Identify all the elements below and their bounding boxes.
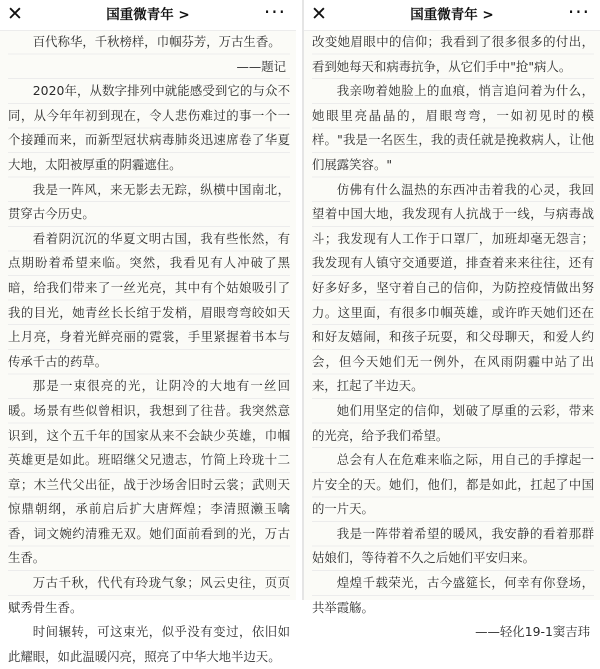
article-paragraph: 她们用坚定的信仰，划破了厚重的云彩，带来的光亮，给予我们希望。 bbox=[312, 402, 594, 443]
left-article-body bbox=[8, 30, 290, 664]
more-options-icon[interactable]: ··· bbox=[567, 0, 590, 24]
account-title-link[interactable]: 国重微青年 > bbox=[410, 7, 494, 23]
article-paragraph: 改变她眉眼中的信仰；我看到了很多很多的付出，看到她每天和病毒抗争，从它们手中"抢"病人。 bbox=[312, 34, 594, 74]
signature-line: ——题记 bbox=[236, 58, 286, 74]
account-title-link[interactable]: 国重微青年 > bbox=[106, 7, 190, 23]
left-phone-screen bbox=[0, 0, 298, 664]
right-top-bar bbox=[304, 0, 600, 31]
more-options-icon[interactable]: ··· bbox=[263, 0, 286, 24]
close-icon[interactable]: ✕ bbox=[7, 3, 23, 25]
article-paragraph: 时间辗转，可这束光，似乎没有变过，依旧如此耀眼，如此温暖闪亮，照亮了中华大地半边天。 bbox=[8, 624, 290, 664]
signature-line: ——轻化19-1窦吉玮 bbox=[475, 624, 590, 640]
right-phone-screen bbox=[302, 0, 600, 640]
article-paragraph: 百代称华，千秋榜样，巾帼芬芳，万古生香。 bbox=[32, 34, 281, 49]
article-paragraph: 2020年，从数字排列中就能感受到它的与众不同，从今年年初到现在，令人悲伤难过的事一个一个接踵而来，而新型冠状病毒肺炎迅速席卷了华夏大地，太阳被厚重的阴霾遮住。 bbox=[8, 83, 290, 172]
article-paragraph: 看着阴沉沉的华夏文明古国，我有些怅然，有点期盼着希望来临。突然，我看见有人冲破了黑暗，给我们带来了一丝光亮，其中有个姑娘吸引了我的目光，她青丝长长绾于发梢，眉眼弯弯皎如天上月亮，身着光鲜亮丽的霓裳，手里紧握着书本与传承千古的药草。 bbox=[8, 230, 290, 369]
article-paragraph: 总会有人在危难来临之际，用自己的手撑起一片安全的天。她们，他们，都是如此，扛起了中国的一片天。 bbox=[312, 452, 594, 517]
article-paragraph: 我亲吻着她脸上的血痕，悄言追问着为什么，她眼里亮晶晶的，眉眼弯弯，一如初见时的模样。"我是一名医生，我的责任就是挽救病人，让他们展露笑容。" bbox=[312, 83, 594, 172]
article-paragraph: 我是一阵带着希望的暖风，我安静的看着那群姑娘们，等待着不久之后她们平安归来。 bbox=[312, 525, 594, 566]
left-top-bar bbox=[0, 0, 296, 31]
article-paragraph: 那是一束很亮的光，让阴冷的大地有一丝回暖。场景有些似曾相识，我想到了往昔。我突然意识到，这个五千年的国家从来不会缺少英雄，巾帼英雄更是如此。班昭继父兄遗志，竹简上玲珑十二章；木兰代父出征，战于沙场舍旧时云裳；武则天惊鼎朝纲，承前启后扩大唐辉煌；李清照濑玉噙香，词文婉约清雅无双。她们面前看到的光，万古生香。 bbox=[8, 378, 290, 566]
right-article-body bbox=[312, 30, 594, 640]
article-paragraph: 万古千秋，代代有玲珑气象；风云史往，页页赋秀骨生香。 bbox=[8, 575, 290, 615]
article-paragraph: 仿佛有什么温热的东西冲击着我的心灵，我回望着中国大地，我发现有人抗战于一线，与病毒战斗；我发现有人工作于口罩厂，加班却毫无怨言；我发现有人镇守交通要道，排查着来来往往，还有好多好多，坚守着自己的信仰，为防控疫情做出努力。这里面，有很多巾帼英雄，或许昨天她们还在和好友嬉闹，和孩子玩耍，和父母聊天，和爱人约会，但今天她们无一例外，在风雨阴霾中站了出来，扛起了半边天。 bbox=[312, 181, 594, 394]
close-icon[interactable]: ✕ bbox=[311, 3, 327, 25]
article-paragraph: 煌煌千载荣光，古今盛筵长，何幸有你登场，共举霞觞。 bbox=[312, 575, 594, 615]
article-paragraph: 我是一阵风，来无影去无踪，纵横中国南北，贯穿古今历史。 bbox=[8, 181, 290, 222]
